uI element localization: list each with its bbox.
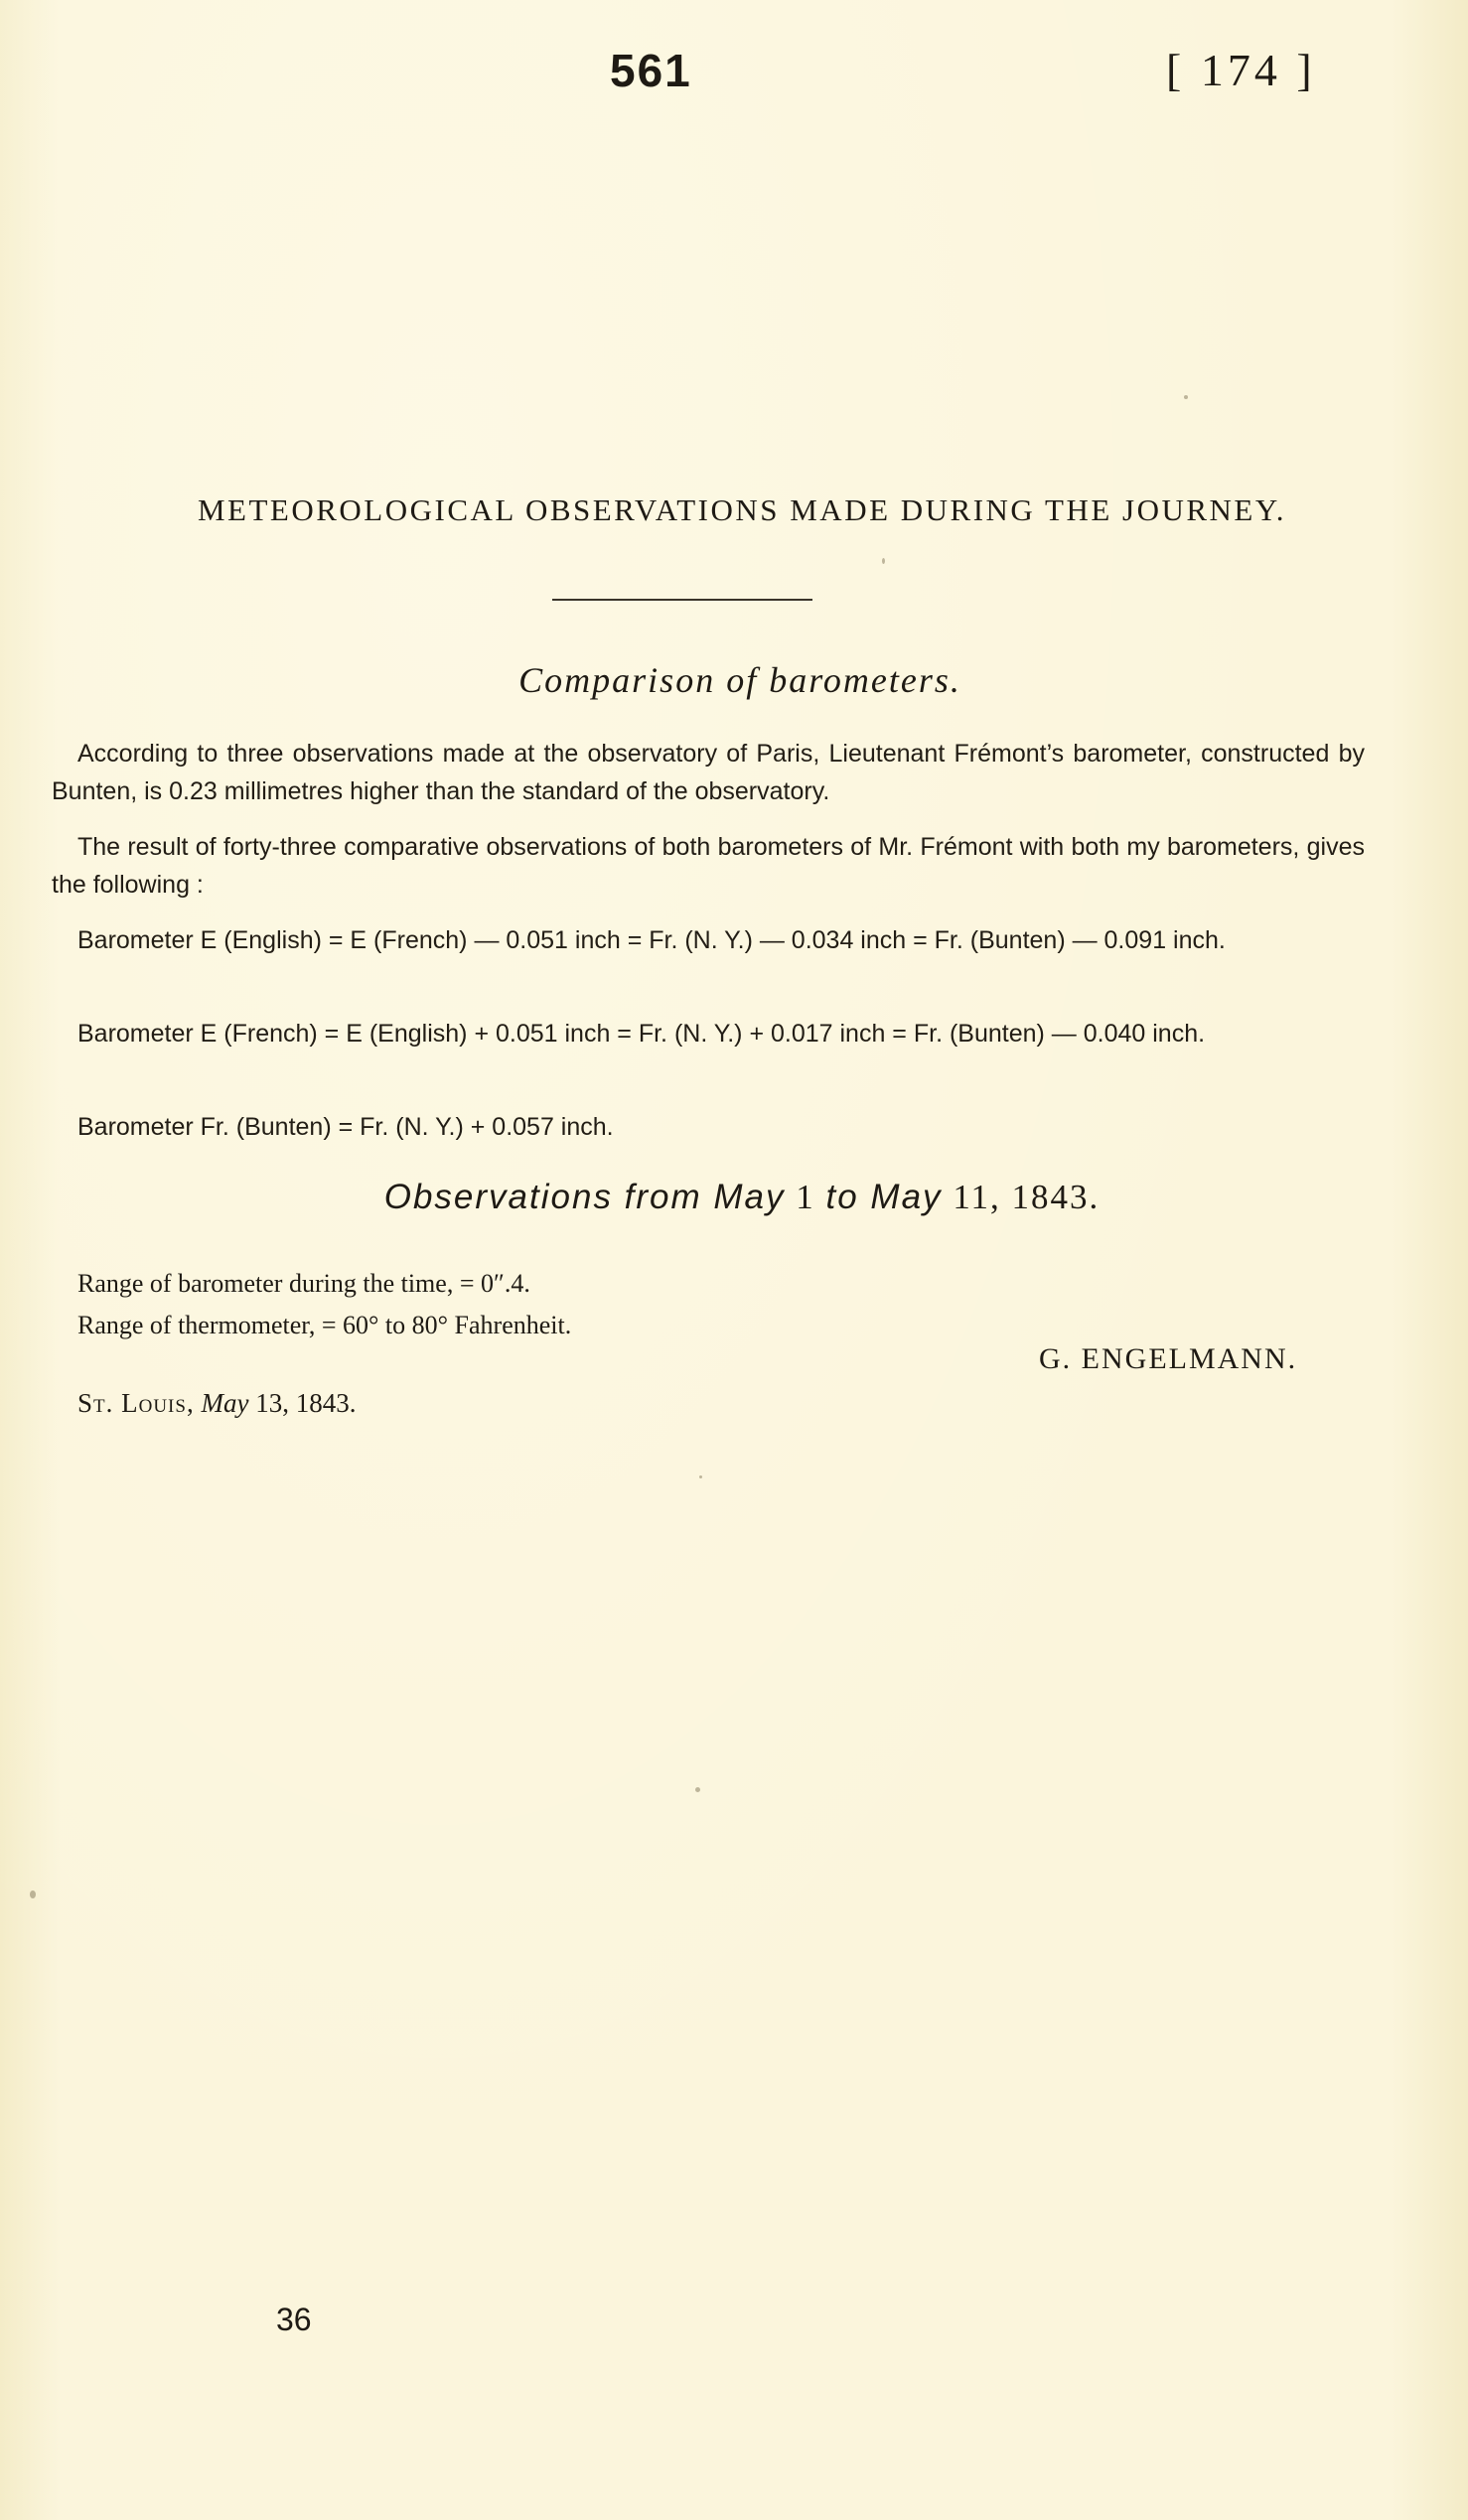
paragraph-text: The result of forty-three comparative observations of both barometers of Mr. Frémont with both my barometers, gives the following : <box>52 833 1365 899</box>
page-folio-right: [ 174 ] <box>1166 45 1316 95</box>
dateline-month: May <box>201 1388 249 1418</box>
paragraph-barometer-english <box>52 921 1365 959</box>
paragraph-observatory <box>52 735 1365 810</box>
section-heading: Comparison of barometers. <box>518 660 961 700</box>
observations-heading-part: 1 <box>796 1178 815 1216</box>
author-signature: G. ENGELMANN. <box>1039 1342 1298 1375</box>
paragraph-barometer-bunten <box>52 1108 1365 1146</box>
paragraph-result <box>52 828 1365 904</box>
paragraph-text: Barometer Fr. (Bunten) = Fr. (N. Y.) + 0.057 inch. <box>77 1113 614 1141</box>
title-divider <box>552 599 812 601</box>
page-folio-left: 561 <box>610 45 692 96</box>
observations-heading-part: Observations from May <box>383 1178 786 1216</box>
observations-heading-part: to May <box>825 1178 943 1216</box>
dateline-place: St. Louis, <box>77 1388 195 1418</box>
dateline <box>77 1388 356 1419</box>
paragraph-barometer-french <box>52 1015 1365 1052</box>
page-title: METEOROLOGICAL OBSERVATIONS MADE DURING THE JOURNEY. <box>197 492 1286 527</box>
range-barometer: Range of barometer during the time, = 0″.4. <box>77 1269 530 1298</box>
page-number: 36 <box>276 2302 312 2337</box>
paragraph-text: Barometer E (French) = E (English) + 0.051 inch = Fr. (N. Y.) + 0.017 inch = Fr. (Bunten) — 0.040 inch. <box>77 1020 1206 1048</box>
observations-heading <box>0 1178 1468 1217</box>
observations-heading-part: 11, 1843. <box>953 1178 1101 1216</box>
dateline-date: 13, 1843. <box>255 1388 357 1418</box>
paragraph-text: According to three observations made at the observatory of Paris, Lieutenant Frémont’s barometer, constructed by Bunten, is 0.23 millimetres higher than the standard of the observatory. <box>52 740 1365 805</box>
paragraph-text: Barometer E (English) = E (French) — 0.051 inch = Fr. (N. Y.) — 0.034 inch = Fr. (Bunten) — 0.091 inch. <box>77 926 1226 954</box>
range-thermometer: Range of thermometer, = 60° to 80° Fahrenheit. <box>77 1311 572 1339</box>
